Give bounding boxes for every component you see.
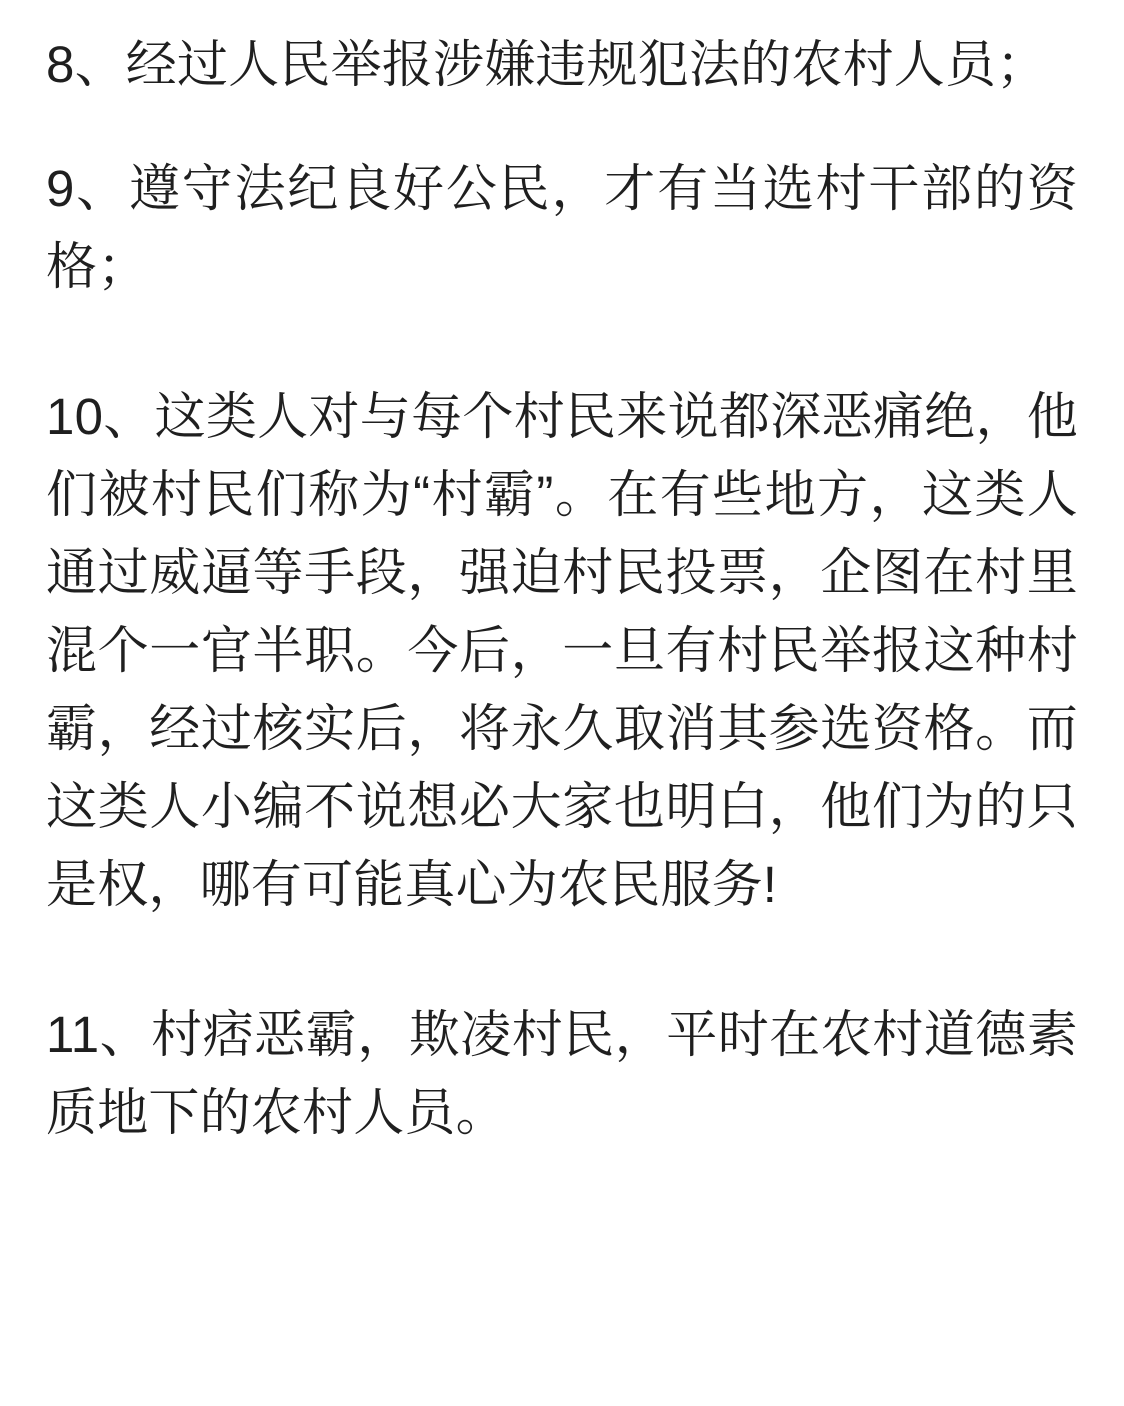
list-item: 9、遵守法纪良好公民，才有当选村干部的资格；: [46, 160, 1078, 296]
list-item: 11、村痞恶霸，欺凌村民，平时在农村道德素质地下的农村人员。: [46, 1006, 1078, 1142]
list-item: 10、这类人对与每个村民来说都深恶痛绝，他们被村民们称为“村霸”。在有些地方，这类人通过威逼等手段，强迫村民投票，企图在村里混个一官半职。今后，一旦有村民举报这种村霸，经过核实后，将永久取消其参选资格。而这类人小编不说想必大家也明白，他们为的只是权，哪有可能真心为农民服务!: [46, 388, 1078, 914]
list-item: 8、经过人民举报涉嫌违规犯法的农村人员；: [46, 36, 1048, 93]
